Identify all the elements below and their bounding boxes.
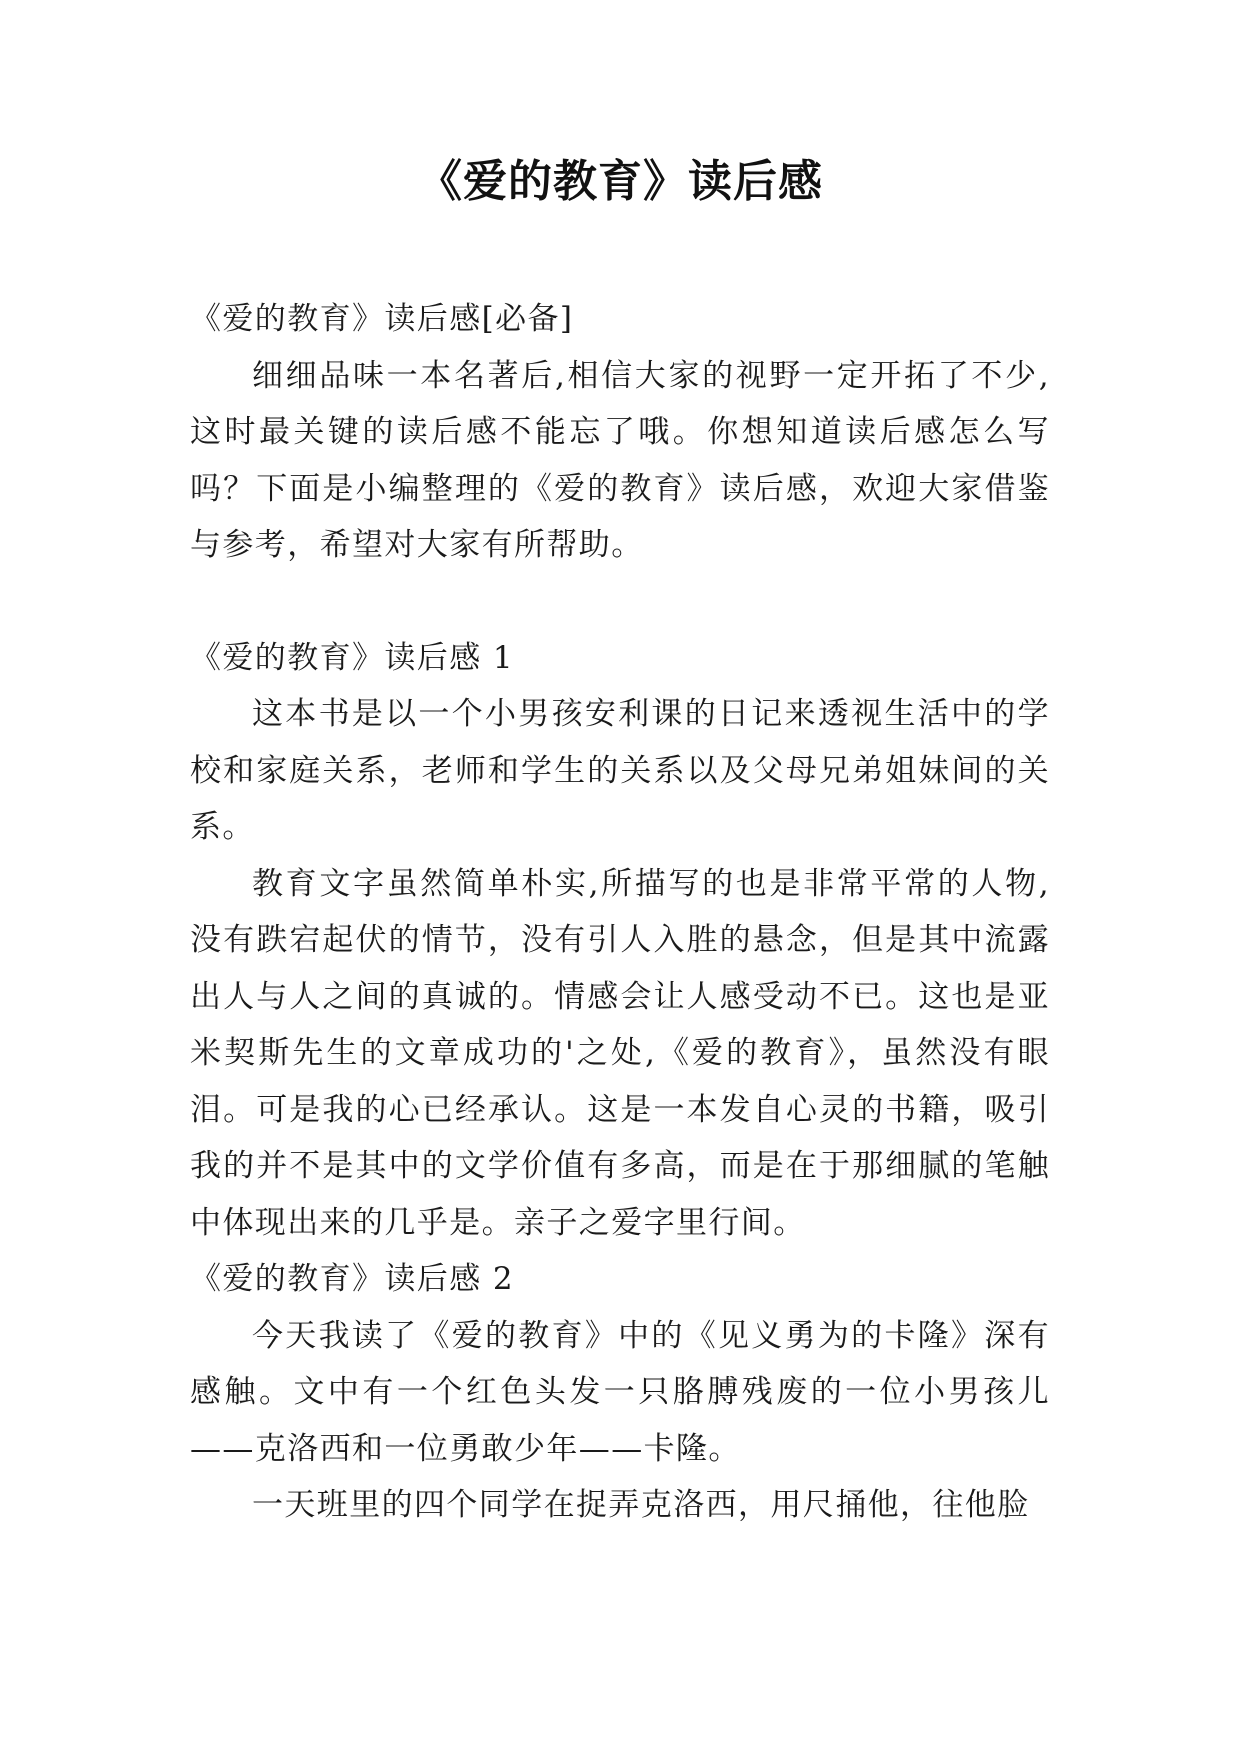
section-1-paragraph: 教育文字虽然简单朴实,所描写的也是非常平常的人物,没有跌宕起伏的情节，没有引人入胜的悬念，但是其中流露出人与人之间的真诚的。情感会让人感受动不已。这也是亚米契斯先生的文章成功的'之处,《爱的教育》，虽然没有眼泪。可是我的心已经承认。这是一本发自心灵的书籍，吸引我的并不是其中的文学价值有多高，而是在于那细腻的笔触中体现出来的几乎是。亲子之爱字里行间。: [190, 865, 1050, 1241]
section-1-heading: 《爱的教育》读后感 1: [190, 639, 514, 676]
document-title: 《爱的教育》读后感: [418, 156, 823, 207]
document-subtitle: 《爱的教育》读后感[必备]: [190, 301, 574, 337]
section-spacer: [190, 574, 1050, 630]
section-2-paragraph: 今天我读了《爱的教育》中的《见义勇为的卡隆》深有感触。文中有一个红色头发一只胳膊残废的一位小男孩儿——克洛西和一位勇敢少年——卡隆。: [190, 1317, 1050, 1467]
section-2-paragraph: 一天班里的四个同学在捉弄克洛西，用尺捅他，往他脸: [252, 1487, 1030, 1523]
document-body: [190, 291, 1050, 1534]
section-1-paragraph: 这本书是以一个小男孩安利课的日记来透视生活中的学校和家庭关系，老师和学生的关系以及父母兄弟姐妹间的关系。: [190, 696, 1050, 845]
section-2-heading: 《爱的教育》读后感 2: [190, 1261, 514, 1297]
intro-paragraph: 细细品味一本名著后,相信大家的视野一定开拓了不少,这时最关键的读后感不能忘了哦。你想知道读后感怎么写吗？下面是小编整理的《爱的教育》读后感，欢迎大家借鉴与参考，希望对大家有所帮助。: [190, 357, 1050, 563]
